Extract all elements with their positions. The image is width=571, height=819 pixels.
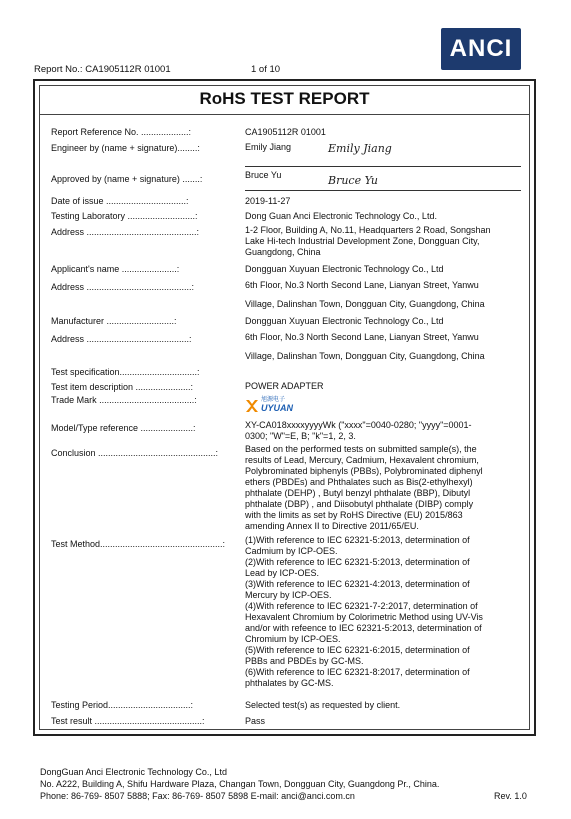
model-line: 0300; "W"=E, B; "k"=1, 2, 3. (245, 431, 356, 441)
title-separator (39, 114, 530, 115)
test-method-value (245, 535, 520, 689)
lab-address-value (245, 225, 520, 258)
test-method-line: PBBs and PBDEs by GC-MS. (245, 656, 364, 666)
conclusion-line: phthalate (DBP) , and Diisobutyl phthalate (DIBP) comply (245, 499, 474, 509)
conclusion-line: amending Annex II to Directive 2011/65/EU. (245, 521, 419, 531)
test-method-line: Lead by ICP-OES. (245, 568, 320, 578)
engineer-signature: Emily Jiang (328, 142, 392, 155)
trade-mark-en: UYUAN (261, 403, 294, 413)
test-method-line: (6)With reference to IEC 62321-8:2017, determination of (245, 667, 470, 677)
date-of-issue-label: Date of issue ................................: (51, 196, 189, 206)
approved-signature: Bruce Yu (328, 174, 378, 187)
test-method-line: Mercury by ICP-OES. (245, 590, 332, 600)
testing-period-label: Testing Period.................................: (51, 700, 194, 710)
test-method-line: phthalates by GC-MS. (245, 678, 334, 688)
lab-address-line: Lake Hi-tech Industrial Development Zone, Dongguan City, (245, 236, 480, 246)
conclusion-line: Based on the performed tests on submitted sample(s), the (245, 444, 477, 454)
report-number: Report No.: CA1905112R 01001 (34, 64, 171, 75)
lab-address-line: 1-2 Floor, Building A, No.11, Headquarters 2 Road, Songshan (245, 225, 491, 235)
model-line: XY-CA018xxxxyyyyWk ("xxxx"=0040-0280; "yyyy"=0001- (245, 420, 472, 430)
test-method-line: Chromium by ICP-OES. (245, 634, 341, 644)
test-method-line: Cadmium by ICP-OES. (245, 546, 338, 556)
footer-contact: Phone: 86-769- 8507 5888; Fax: 86-769- 8507 5898 E-mail: anci@anci.com.cn (40, 791, 355, 801)
applicant-label: Applicant's name ......................: (51, 264, 180, 274)
test-method-label: Test Method.................................................: (51, 539, 226, 549)
test-item-value: POWER ADAPTER (245, 381, 324, 391)
test-method-line: Hexavalent Chromium by Colorimetric Method using UV-Vis (245, 612, 483, 622)
anci-logo: ANCI (441, 28, 521, 70)
manufacturer-address-label: Address .........................................: (51, 334, 192, 344)
test-method-line: (2)With reference to IEC 62321-5:2013, determination of (245, 557, 470, 567)
test-method-line: (4)With reference to IEC 62321-7-2:2017, determination of (245, 601, 478, 611)
trade-mark-label: Trade Mark ......................................: (51, 395, 197, 405)
test-specification-label: Test specification...............................: (51, 367, 200, 377)
manufacturer-label: Manufacturer ...........................: (51, 316, 177, 326)
conclusion-label: Conclusion ...............................................: (51, 448, 219, 458)
applicant-address-line1: 6th Floor, No.3 North Second Lane, Lianyan Street, Yanwu (245, 280, 479, 290)
footer-revision: Rev. 1.0 (494, 791, 527, 801)
engineer-signature-line (245, 166, 521, 167)
footer-company: DongGuan Anci Electronic Technology Co., Ltd (40, 767, 227, 777)
testing-laboratory-label: Testing Laboratory ...........................: (51, 211, 198, 221)
report-title: RoHS TEST REPORT (199, 89, 370, 108)
test-item-label: Test item description ......................: (51, 382, 194, 392)
trade-mark-logo (245, 397, 315, 414)
testing-laboratory-value: Dong Guan Anci Electronic Technology Co., Ltd. (245, 211, 437, 221)
lab-address-label: Address ............................................: (51, 227, 200, 237)
lab-address-line: Guangdong, China (245, 247, 321, 257)
manufacturer-address-line1: 6th Floor, No.3 North Second Lane, Lianyan Street, Yanwu (245, 332, 479, 342)
engineer-label: Engineer by (name + signature)........: (51, 143, 200, 153)
manufacturer-value: Dongguan Xuyuan Electronic Technology Co., Ltd (245, 316, 444, 326)
testing-period-value: Selected test(s) as requested by client. (245, 700, 401, 710)
conclusion-line: phthalate (DEHP) , Butyl benzyl phthalate (BBP), Dibutyl (245, 488, 471, 498)
report-reference-label: Report Reference No. ...................: (51, 127, 192, 137)
engineer-value: Emily Jiang (245, 142, 292, 152)
test-method-line: and/or with refeence to IEC 62321-5:2013, determination of (245, 623, 482, 633)
manufacturer-address-line2: Village, Dalinshan Town, Dongguan City, Guangdong, China (245, 351, 485, 361)
applicant-address-line2: Village, Dalinshan Town, Dongguan City, Guangdong, China (245, 299, 485, 309)
page-indicator: 1 of 10 (251, 64, 281, 75)
conclusion-line: Polybrominated biphenyls (PBBs), Polybrominated diphenyl (245, 466, 483, 476)
date-of-issue-value: 2019-11-27 (245, 196, 291, 206)
conclusion-value (245, 444, 520, 532)
approved-label: Approved by (name + signature) .......: (51, 174, 203, 184)
test-method-line: (3)With reference to IEC 62321-4:2013, determination of (245, 579, 470, 589)
approved-value: Bruce Yu (245, 170, 282, 180)
test-result-label: Test result ...........................................: (51, 716, 205, 726)
trade-mark-cn: 旭源电子 (261, 397, 286, 403)
test-method-line: (5)With reference to IEC 62321-6:2015, determination of (245, 645, 470, 655)
model-label: Model/Type reference .....................: (51, 423, 196, 433)
test-method-line: (1)With reference to IEC 62321-5:2013, determination of (245, 535, 470, 545)
model-value (245, 420, 520, 442)
conclusion-line: ethers (PBDEs) and Phthalates such as Bis(2-ethylhexyl) (245, 477, 473, 487)
applicant-value: Dongguan Xuyuan Electronic Technology Co., Ltd (245, 264, 444, 274)
test-result-value: Pass (245, 716, 266, 726)
footer-address: No. A222, Building A, Shifu Hardware Plaza, Changan Town, Dongguan City, Guangdong Pr., China. (40, 779, 440, 789)
conclusion-line: with the limits as set by RoHS Directive (EU) 2015/863 (245, 510, 463, 520)
conclusion-line: results of Lead, Mercury, Cadmium, Hexavalent chromium, (245, 455, 479, 465)
report-reference-value: CA1905112R 01001 (245, 127, 326, 137)
applicant-address-label: Address ..........................................: (51, 282, 195, 292)
approved-signature-line (245, 190, 521, 191)
xuyuan-x-icon (245, 399, 259, 413)
